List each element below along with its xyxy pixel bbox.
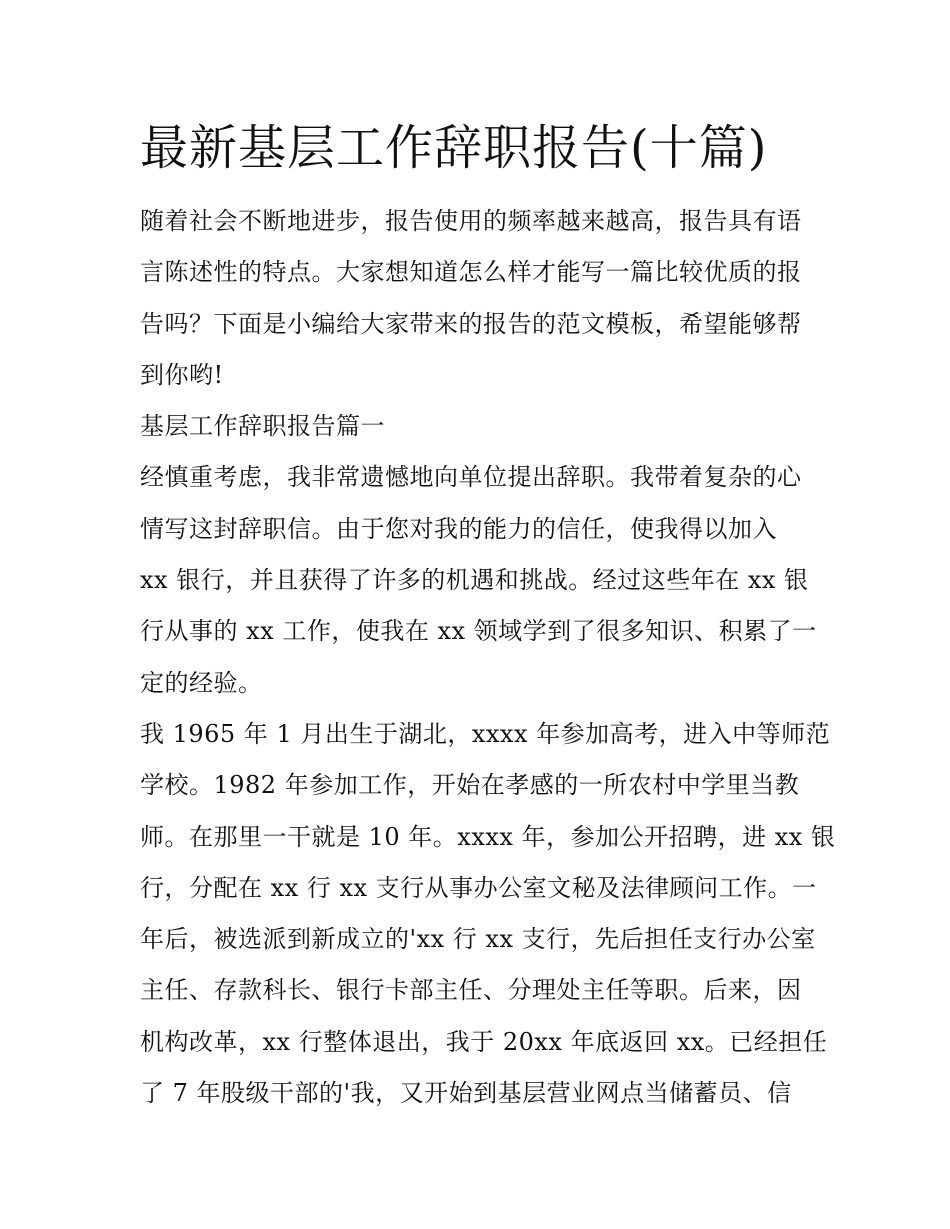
paragraph	[140, 452, 820, 708]
text-line: 行从事的 xx 工作，使我在 xx 领域学到了很多知识、积累了一	[140, 617, 817, 646]
text-line: 基层工作辞职报告篇一	[140, 412, 385, 441]
text-line: 经慎重考虑，我非常遗憾地向单位提出辞职。我带着复杂的心	[140, 463, 802, 492]
document-title: 最新基层工作辞职报告(十篇)	[140, 120, 768, 176]
text-line: 告吗？下面是小编给大家带来的报告的范文模板，希望能够帮	[140, 309, 802, 338]
text-line: 师。在那里一干就是 10 年。xxxx 年，参加公开招聘，进 xx 银	[140, 822, 836, 851]
text-line: 主任、存款科长、银行卡部主任、分理处主任等职。后来，因	[140, 976, 802, 1005]
text-line: 情写这封辞职信。由于您对我的能力的信任，使我得以加入	[140, 514, 777, 543]
text-line: 了 7 年股级干部的'我，又开始到基层营业网点当储蓄员、信	[140, 1079, 792, 1108]
paragraph	[140, 196, 820, 401]
text-line: 年后，被选派到新成立的'xx 行 xx 支行，先后担任支行办公室	[140, 925, 816, 954]
paragraph	[140, 709, 836, 1119]
text-line: 行，分配在 xx 行 xx 支行从事办公室文秘及法律顾问工作。一	[140, 873, 817, 902]
text-line: xx 银行，并且获得了许多的机遇和挑战。经过这些年在 xx 银	[140, 566, 809, 595]
text-line: 定的经验。	[140, 668, 263, 697]
section-heading	[140, 401, 820, 452]
text-line: 言陈述性的特点。大家想知道怎么样才能写一篇比较优质的报	[140, 258, 802, 287]
text-line: 到你哟!	[140, 360, 224, 389]
text-line: 我 1965 年 1 月出生于湖北，xxxx 年参加高考，进入中等师范	[140, 719, 831, 748]
text-line: 机构改革，xx 行整体退出，我于 20xx 年底返回 xx。已经担任	[140, 1027, 828, 1056]
document-body	[140, 196, 836, 1119]
text-line: 学校。1982 年参加工作，开始在孝感的一所农村中学里当教	[140, 771, 800, 800]
text-line: 随着社会不断地进步，报告使用的频率越来越高，报告具有语	[140, 207, 802, 235]
